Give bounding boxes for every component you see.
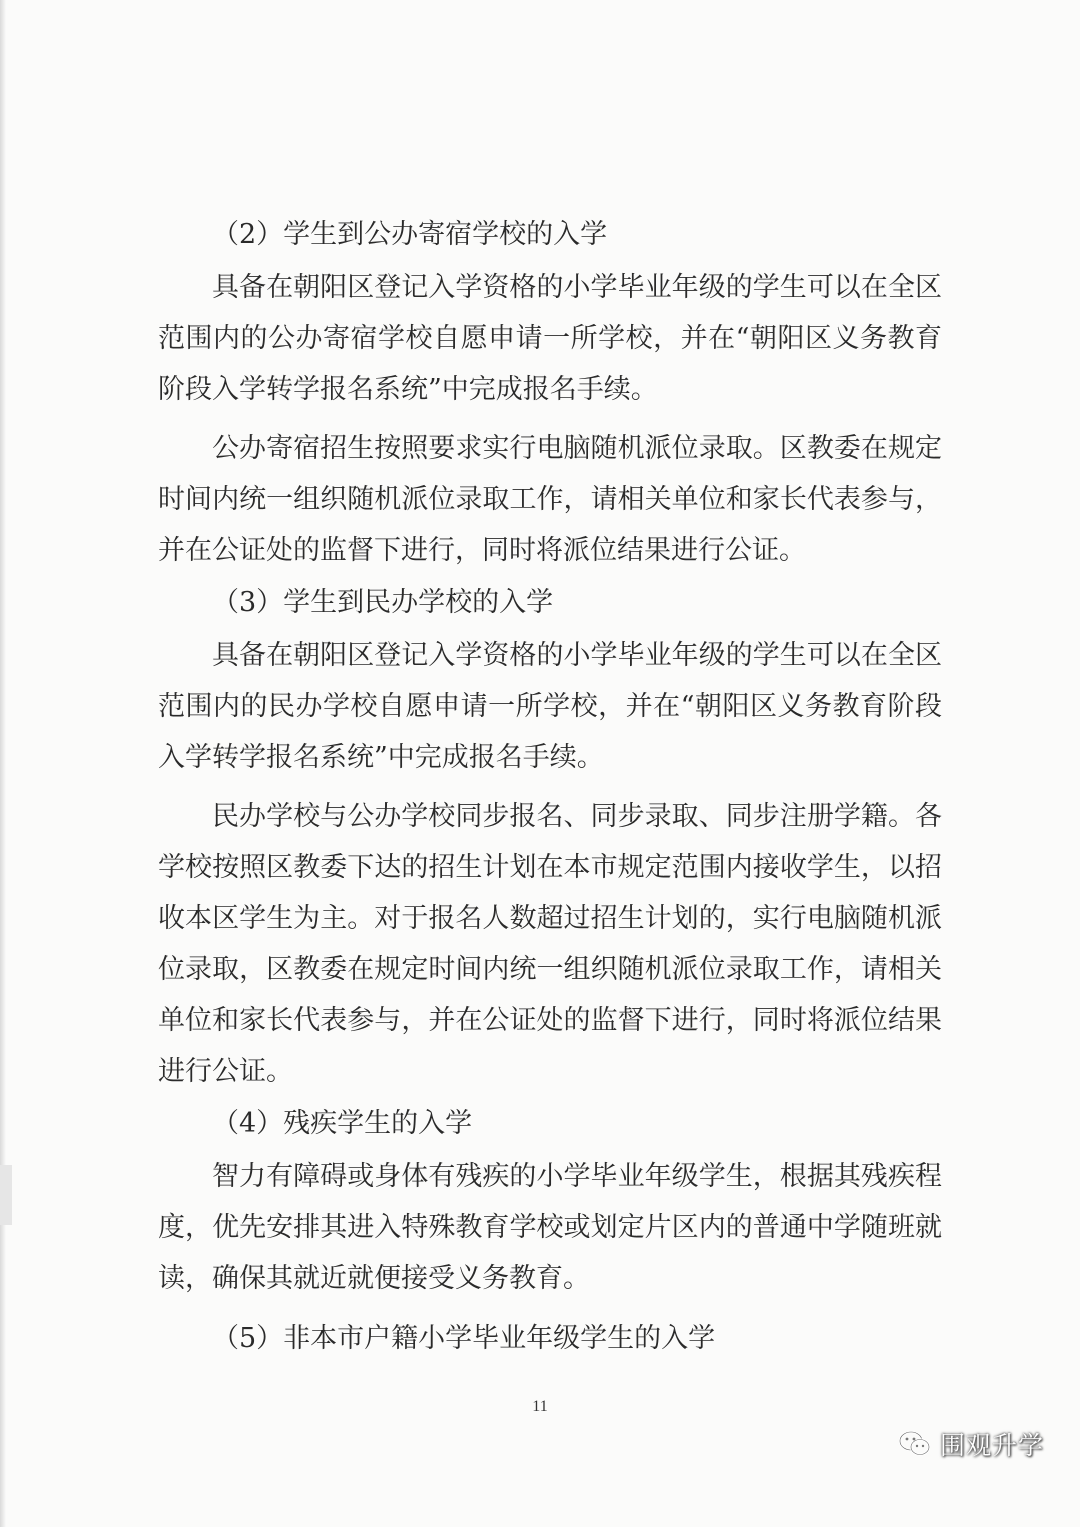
section-heading-3: （3）学生到民办学校的入学 (212, 587, 554, 618)
scan-mark (0, 1165, 12, 1225)
document-body (158, 208, 942, 1366)
paragraph: 具备在朝阳区登记入学资格的小学毕业年级的学生可以在全区范围内的公办寄宿学校自愿申请一所学校，并在“朝阳区义务教育阶段入学转学报名系统”中完成报名手续。 (158, 272, 942, 405)
paragraph: 智力有障碍或身体有残疾的小学毕业年级学生，根据其残疾程度，优先安排其进入特殊教育学校或划定片区内的普通中学随班就读，确保其就近就便接受义务教育。 (158, 1161, 942, 1294)
section-heading-2: （2）学生到公办寄宿学校的入学 (212, 219, 608, 250)
watermark-text: 围观升学 (940, 1431, 1045, 1460)
wechat-icon (898, 1430, 932, 1458)
section-heading-4: （4）残疾学生的入学 (212, 1108, 473, 1139)
watermark (898, 1426, 1044, 1462)
paragraph: 具备在朝阳区登记入学资格的小学毕业年级的学生可以在全区范围内的民办学校自愿申请一所学校，并在“朝阳区义务教育阶段入学转学报名系统”中完成报名手续。 (158, 640, 942, 773)
scan-edge (0, 0, 6, 1527)
section-heading-5: （5）非本市户籍小学毕业年级学生的入学 (212, 1323, 716, 1354)
paragraph: 民办学校与公办学校同步报名、同步录取、同步注册学籍。各学校按照区教委下达的招生计划在本市规定范围内接收学生，以招收本区学生为主。对于报名人数超过招生计划的，实行电脑随机派位录取，区教委在规定时间内统一组织随机派位录取工作，请相关单位和家长代表参与，并在公证处的监督下进行，同时将派位结果进行公证。 (158, 801, 942, 1087)
page-number: 11 (532, 1398, 548, 1415)
paragraph: 公办寄宿招生按照要求实行电脑随机派位录取。区教委在规定时间内统一组织随机派位录取工作，请相关单位和家长代表参与，并在公证处的监督下进行，同时将派位结果进行公证。 (158, 433, 942, 566)
